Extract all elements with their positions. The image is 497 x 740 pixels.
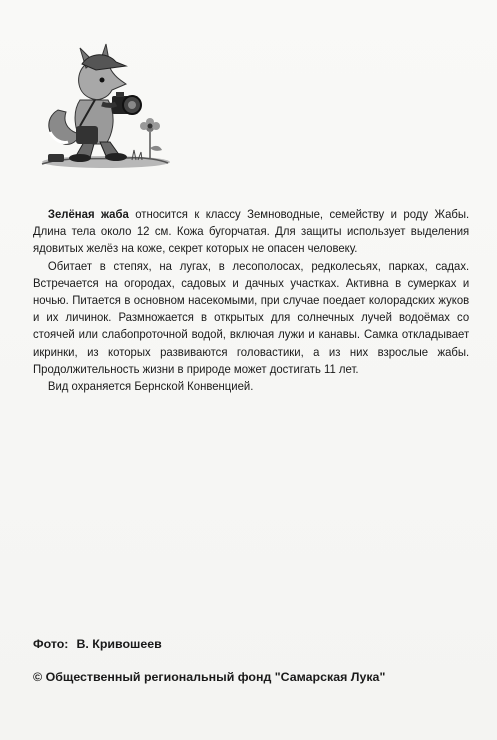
- fox-photographer-illustration: [36, 40, 170, 172]
- paragraph-description-rest: относится к классу Земноводные, семейству и роду Жабы. Длина тела около 12 см. Кожа бугорчатая. Для защиты использует выделения ядовитых желёз на коже, секрет которых не опасен человеку.: [33, 207, 470, 256]
- article-text: [33, 206, 469, 395]
- copyright-line: © Общественный региональный фонд "Самарская Лука": [33, 670, 386, 684]
- photo-credit: [33, 637, 162, 651]
- photo-author: В. Кривошеев: [76, 637, 162, 651]
- paragraph-habitat: Обитает в степях, на лугах, в лесополосах, редколесьях, парках, садах. Встречается на огородах, садовых и дачных участках. Активна в сумерках и ночью. Питается в основном насекомыми, при случае поедает колорадских жуков и их личинок. Размножается в открытых для солнечных лучей водоёмах со стоячей или слабопроточной водой, включая лужи и канавы. Самка откладывает икринки, из которых развиваются головастики, а из них взрослые жабы. Продолжительность жизни в природе может достигать 11 лет.: [33, 258, 470, 376]
- species-name: Зелёная жаба: [47, 207, 129, 221]
- photo-label: Фото:: [33, 637, 69, 651]
- paragraph-protection: Вид охраняется Бернской Конвенцией.: [47, 379, 254, 394]
- paragraph-description: [33, 206, 469, 258]
